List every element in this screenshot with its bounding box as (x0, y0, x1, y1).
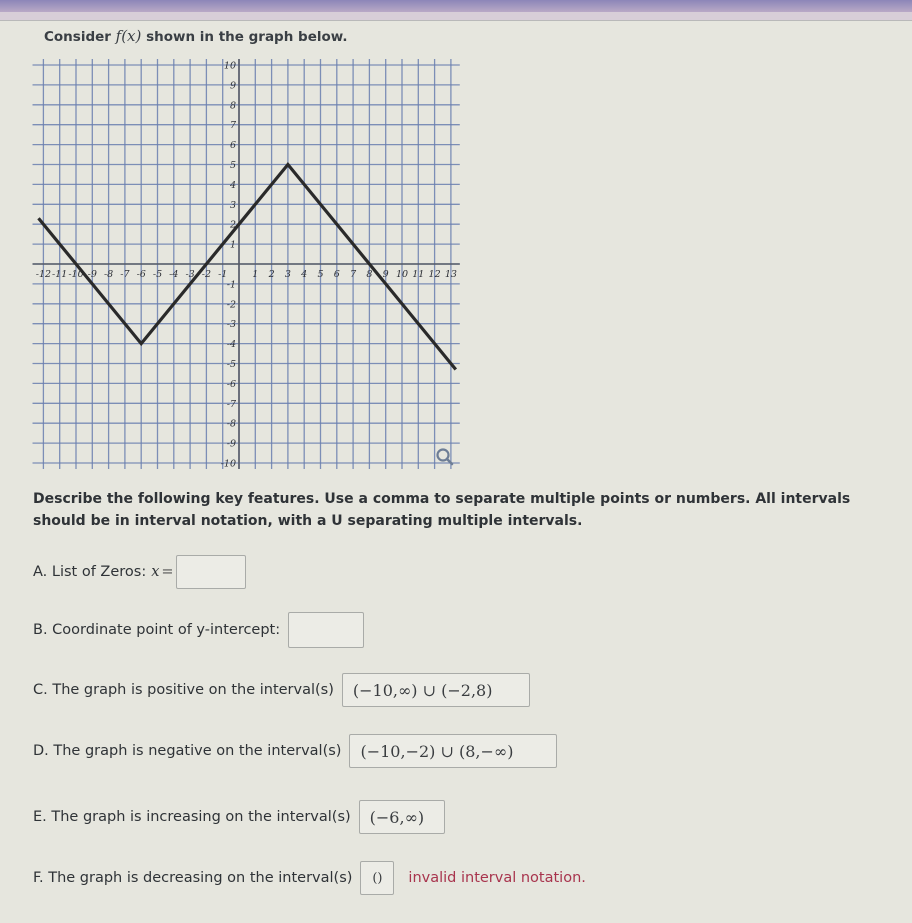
question-prompt (44, 27, 348, 45)
y-tick-label: -4 (226, 339, 236, 351)
y-tick-label: 10 (223, 60, 236, 72)
x-tick-label: -2 (201, 269, 212, 280)
function-name: f(x) (115, 27, 142, 45)
y-tick-label: -10 (220, 458, 236, 470)
function-curve (39, 165, 456, 370)
y-tick-label: 2 (229, 219, 236, 231)
x-tick-label: -6 (136, 269, 146, 280)
y-tick-label: -6 (226, 378, 236, 390)
y-tick-label: -8 (226, 418, 236, 430)
x-tick-label: -3 (185, 269, 195, 280)
x-tick-label: 13 (444, 269, 457, 280)
x-tick-label: 11 (412, 269, 425, 280)
question-e-label: E. The graph is increasing on the interval(s) (33, 809, 351, 825)
x-tick-label: -7 (120, 269, 130, 280)
y-tick-label: 5 (229, 160, 236, 171)
x-tick-label: 12 (428, 269, 441, 280)
question-c (33, 673, 530, 707)
x-tick-label: 1 (252, 269, 259, 280)
y-tick-label: -2 (226, 299, 236, 311)
magnifier-icon[interactable] (438, 450, 453, 465)
y-tick-label: 1 (229, 239, 236, 251)
zeros-variable: x (151, 564, 160, 580)
question-b-label: B. Coordinate point of y-intercept: (33, 622, 281, 638)
question-b (33, 612, 364, 648)
y-tick-label: 9 (229, 80, 236, 92)
y-tick-label: 8 (229, 100, 236, 112)
top-window-bar-lower (0, 12, 912, 21)
y-tick-label: -3 (226, 319, 236, 331)
instructions-text: Describe the following key features. Use a comma to separate multiple points or numbers. All intervals should be in interval notation, with a U separating multiple intervals. (33, 491, 851, 529)
x-tick-label: -1 (218, 269, 228, 280)
prompt-prefix: Consider (44, 29, 111, 45)
x-tick-label: 7 (350, 269, 357, 280)
x-tick-label: 6 (333, 269, 340, 280)
x-tick-label: 8 (366, 269, 373, 280)
equals-sign: = (161, 564, 174, 580)
y-tick-label: 4 (229, 179, 236, 191)
x-tick-label: -4 (169, 269, 179, 280)
x-tick-label: 3 (284, 269, 291, 280)
function-graph[interactable] (30, 55, 470, 475)
top-window-bar (0, 0, 912, 12)
x-tick-label: 2 (268, 269, 275, 280)
y-tick-label: -9 (226, 438, 236, 450)
question-f (33, 861, 586, 895)
question-f-label: F. The graph is decreasing on the interval(s) (33, 870, 353, 886)
question-d-label: D. The graph is negative on the interval(s) (33, 743, 342, 759)
x-tick-label: 4 (301, 269, 308, 280)
question-e (33, 800, 445, 834)
validation-error: invalid interval notation. (408, 870, 586, 886)
x-tick-label: -11 (52, 269, 68, 280)
x-tick-label: 10 (395, 269, 409, 280)
decreasing-interval-input[interactable]: () (360, 861, 394, 895)
question-a-label: A. List of Zeros: (33, 564, 147, 580)
x-tick-label: 9 (382, 269, 389, 280)
y-intercept-input[interactable] (288, 612, 364, 648)
x-tick-label: -8 (103, 269, 114, 280)
zeros-input[interactable] (176, 555, 246, 589)
y-tick-label: -1 (226, 279, 236, 291)
x-tick-label: 5 (317, 269, 324, 280)
y-tick-label: -7 (226, 398, 236, 410)
x-tick-label: -5 (152, 269, 163, 280)
question-d (33, 734, 557, 768)
graph-canvas (30, 55, 470, 475)
x-tick-label: -10 (68, 269, 84, 280)
question-c-label: C. The graph is positive on the interval(s) (33, 682, 334, 698)
negative-interval-input[interactable]: (−10,−2) ∪ (8,−∞) (349, 734, 557, 768)
increasing-interval-input[interactable]: (−6,∞) (359, 800, 445, 834)
question-a (33, 555, 246, 589)
positive-interval-input[interactable]: (−10,∞) ∪ (−2,8) (342, 673, 530, 707)
y-tick-label: -5 (226, 359, 236, 370)
prompt-suffix: shown in the graph below. (146, 29, 348, 45)
y-tick-label: 6 (229, 140, 236, 152)
x-tick-label: -12 (35, 269, 52, 280)
y-tick-label: 3 (229, 199, 236, 211)
y-tick-label: 7 (229, 120, 236, 132)
x-tick-label: -9 (87, 269, 97, 280)
